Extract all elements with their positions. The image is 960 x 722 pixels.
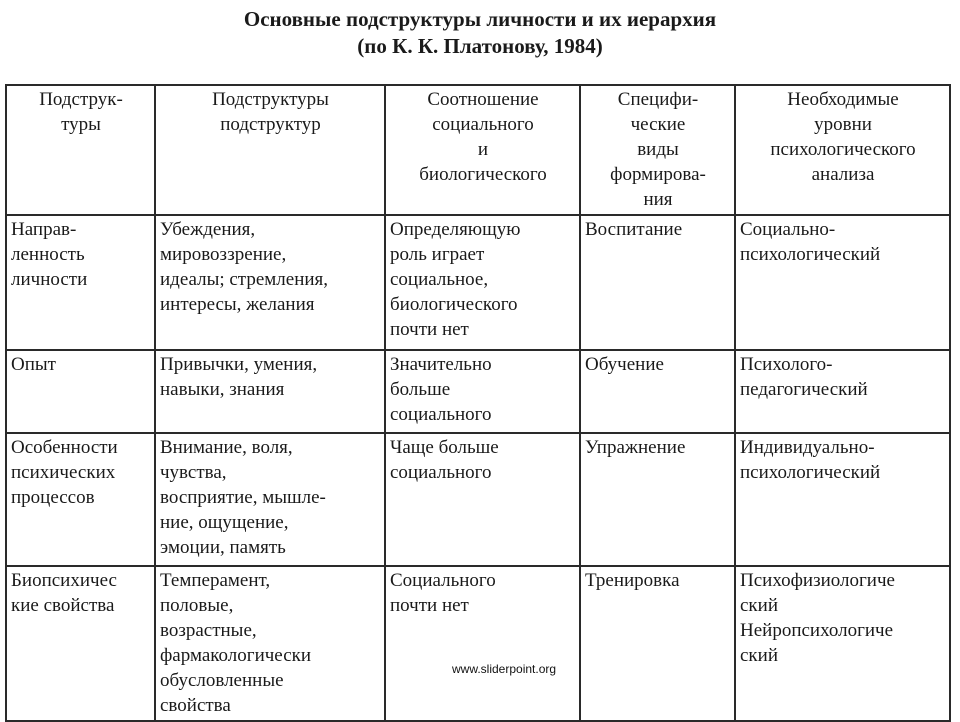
header-social-biological-ratio: Соотношение социального и биологического: [385, 85, 580, 215]
table-row: [6, 433, 950, 566]
cell-ratio: Чаще больше социального: [385, 433, 580, 566]
cell-formation: Тренировка: [580, 566, 735, 721]
cell-analysis-level: Психофизиологиче ский Нейропсихологиче ский: [735, 566, 950, 721]
document-title: [0, 6, 960, 60]
cell-sub-substructures: Убеждения, мировоззрение, идеалы; стремления, интересы, желания: [155, 215, 385, 350]
cell-sub-substructures: Привычки, умения, навыки, знания: [155, 350, 385, 433]
cell-substructure: Опыт: [6, 350, 155, 433]
cell-formation: Воспитание: [580, 215, 735, 350]
cell-sub-substructures: Темперамент, половые, возрастные, фармакологически обусловленные свойства: [155, 566, 385, 721]
cell-analysis-level: Социально- психологический: [735, 215, 950, 350]
header-formation-types: Специфи- ческие виды формирова- ния: [580, 85, 735, 215]
cell-formation: Упражнение: [580, 433, 735, 566]
table-row: [6, 215, 950, 350]
title-line-2: (по К. К. Платонову, 1984): [357, 34, 603, 58]
cell-ratio: Определяющую роль играет социальное, биологического почти нет: [385, 215, 580, 350]
cell-substructure: Биопсихичес кие свойства: [6, 566, 155, 721]
cell-formation: Обучение: [580, 350, 735, 433]
cell-analysis-level: Индивидуально- психологический: [735, 433, 950, 566]
cell-substructure: Особенности психических процессов: [6, 433, 155, 566]
cell-analysis-level: Психолого- педагогический: [735, 350, 950, 433]
table-row: [6, 350, 950, 433]
title-line-1: Основные подструктуры личности и их иерархия: [243, 7, 717, 31]
substructures-table: [5, 84, 951, 722]
cell-substructure: Направ- ленность личности: [6, 215, 155, 350]
watermark-text: www.sliderpoint.org: [452, 662, 557, 676]
header-substructures: Подструк- туры: [6, 85, 155, 215]
cell-sub-substructures: Внимание, воля, чувства, восприятие, мышле- ние, ощущение, эмоции, память: [155, 433, 385, 566]
cell-ratio: Значительно больше социального: [385, 350, 580, 433]
table-header-row: [6, 85, 950, 215]
table-row: [6, 566, 950, 721]
cell-ratio: Социального почти нет: [385, 566, 580, 721]
header-sub-substructures: Подструктуры подструктур: [155, 85, 385, 215]
header-analysis-levels: Необходимые уровни психологического анализа: [735, 85, 950, 215]
